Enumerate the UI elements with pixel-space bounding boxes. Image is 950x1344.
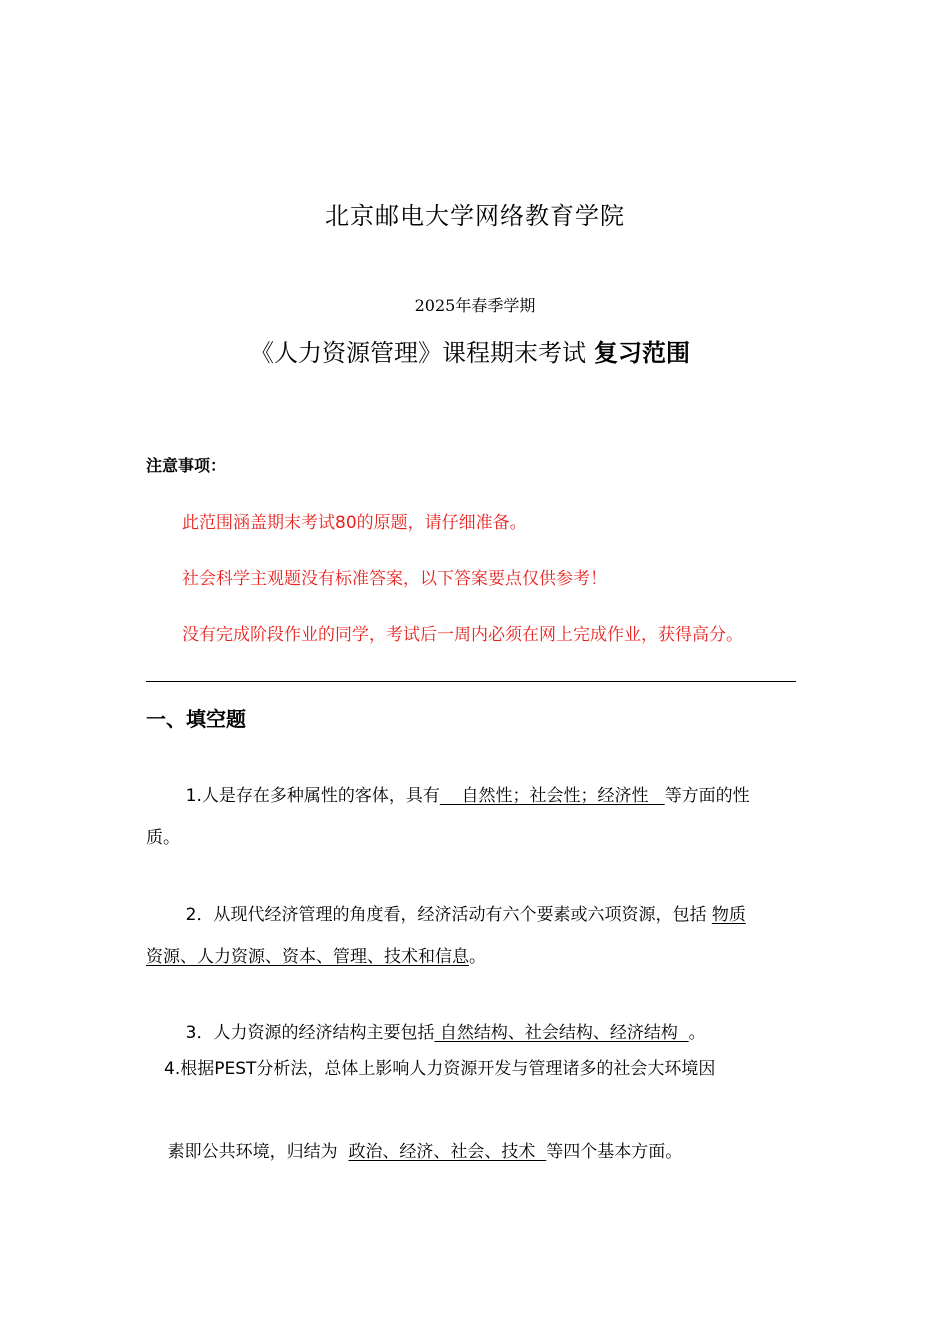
review-scope-label: 复习范围 xyxy=(594,339,690,367)
question-text: 。 xyxy=(688,1023,706,1043)
course-name: 《人力资源管理》课程期末考试 xyxy=(250,339,586,367)
question-4: 4.根据PEST分析法，总体上影响人力资源开发与管理诸多的社会大环境因 xyxy=(164,1059,716,1079)
question-1 xyxy=(164,761,750,826)
notice-item: 没有完成阶段作业的同学，考试后一周内必须在网上完成作业，获得高分。 xyxy=(182,625,743,645)
question-text: 2．从现代经济管理的角度看，经济活动有六个要素或六项资源，包括 xyxy=(185,905,712,925)
question-text: 1.人是存在多种属性的客体，具有 xyxy=(185,786,440,806)
question-text: 等四个基本方面。 xyxy=(546,1142,683,1162)
question-text: 等方面的性 xyxy=(664,786,750,806)
notice-item: 此范围涵盖期末考试80的原题，请仔细准备。 xyxy=(182,513,527,533)
answer-text: 自然结构、社会结构、经济结构 xyxy=(434,1023,689,1043)
question-text: 3．人力资源的经济结构主要包括 xyxy=(185,1023,435,1043)
question-text: 素即公共环境，归结为 xyxy=(167,1142,349,1162)
notice-item: 社会科学主观题没有标准答案，以下答案要点仅供参考！ xyxy=(182,569,607,589)
question-2-continued xyxy=(146,942,486,967)
school-name: 北京邮电大学网络教育学院 xyxy=(325,202,625,230)
question-2 xyxy=(164,880,746,945)
answer-text: 资源、人力资源、资本、管理、技术和信息 xyxy=(146,947,469,967)
question-text: 。 xyxy=(469,947,486,967)
course-title xyxy=(250,333,690,368)
question-1-continued: 质。 xyxy=(146,828,180,848)
answer-text: 政治、经济、社会、技术 xyxy=(348,1142,547,1162)
term-label: 2025年春季学期 xyxy=(414,296,536,315)
answer-text: 自然性；社会性；经济性 xyxy=(439,786,665,806)
section-title: 一、填空题 xyxy=(146,707,246,731)
question-4-continued xyxy=(146,1117,682,1182)
notice-title: 注意事项： xyxy=(146,456,227,475)
answer-text: 物质 xyxy=(711,905,746,925)
divider xyxy=(146,681,796,682)
